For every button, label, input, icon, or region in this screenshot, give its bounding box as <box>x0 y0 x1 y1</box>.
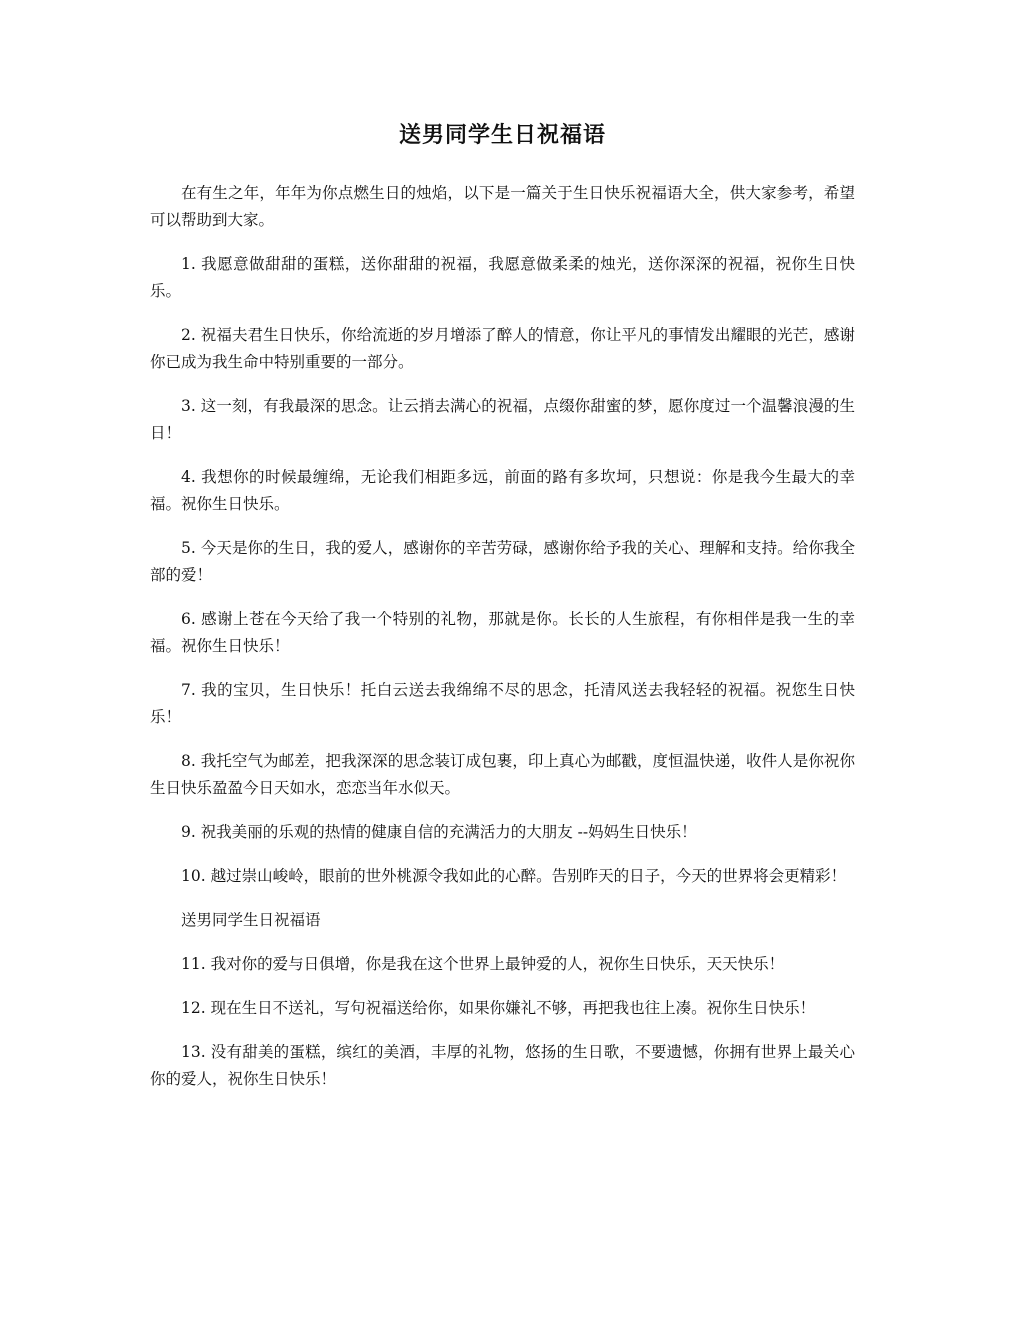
document-title: 送男同学生日祝福语 <box>398 122 606 148</box>
wish-item-9: 9. 祝我美丽的乐观的热情的健康自信的充满活力的大朋友 --妈妈生日快乐！ <box>181 823 697 841</box>
wish-item-3: 3. 这一刻，有我最深的思念。让云捎去满心的祝福，点缀你甜蜜的梦，愿你度过一个温馨浪漫的生日！ <box>150 397 855 442</box>
wish-item-2: 2. 祝福夫君生日快乐，你给流逝的岁月增添了醉人的情意，你让平凡的事情发出耀眼的光芒，感谢你已成为我生命中特别重要的一部分。 <box>150 326 855 371</box>
wish-item-12: 12. 现在生日不送礼，写句祝福送给你，如果你嫌礼不够，再把我也往上凑。祝你生日快乐！ <box>181 999 816 1017</box>
wish-item-13: 13. 没有甜美的蛋糕，缤红的美酒，丰厚的礼物，悠扬的生日歌，不要遗憾，你拥有世界上最关心你的爱人，祝你生日快乐！ <box>150 1043 855 1088</box>
wish-item-4: 4. 我想你的时候最缠绵，无论我们相距多远，前面的路有多坎坷，只想说：你是我今生最大的幸福。祝你生日快乐。 <box>150 468 855 513</box>
wish-item-5: 5. 今天是你的生日，我的爱人，感谢你的辛苦劳碌，感谢你给予我的关心、理解和支持。给你我全部的爱！ <box>150 539 855 584</box>
wish-item-1: 1. 我愿意做甜甜的蛋糕，送你甜甜的祝福，我愿意做柔柔的烛光，送你深深的祝福，祝你生日快乐。 <box>150 255 855 300</box>
intro-paragraph: 在有生之年，年年为你点燃生日的烛焰，以下是一篇关于生日快乐祝福语大全，供大家参考，希望可以帮助到大家。 <box>150 184 855 229</box>
section-subheading: 送男同学生日祝福语 <box>181 911 321 929</box>
wish-item-8: 8. 我托空气为邮差，把我深深的思念装订成包裹，印上真心为邮戳，度恒温快递，收件人是你祝你生日快乐盈盈今日天如水，恋恋当年水似天。 <box>150 752 855 797</box>
wish-item-6: 6. 感谢上苍在今天给了我一个特别的礼物，那就是你。长长的人生旅程，有你相伴是我一生的幸福。祝你生日快乐！ <box>150 610 855 655</box>
wish-item-7: 7. 我的宝贝，生日快乐！托白云送去我绵绵不尽的思念，托清风送去我轻轻的祝福。祝您生日快乐！ <box>150 681 855 726</box>
wish-item-10: 10. 越过崇山峻岭，眼前的世外桃源令我如此的心醉。告别昨天的日子，今天的世界将会更精彩！ <box>181 867 847 885</box>
wish-item-11: 11. 我对你的爱与日俱增，你是我在这个世界上最钟爱的人，祝你生日快乐，天天快乐！ <box>181 955 785 973</box>
document-page <box>150 118 855 1110</box>
